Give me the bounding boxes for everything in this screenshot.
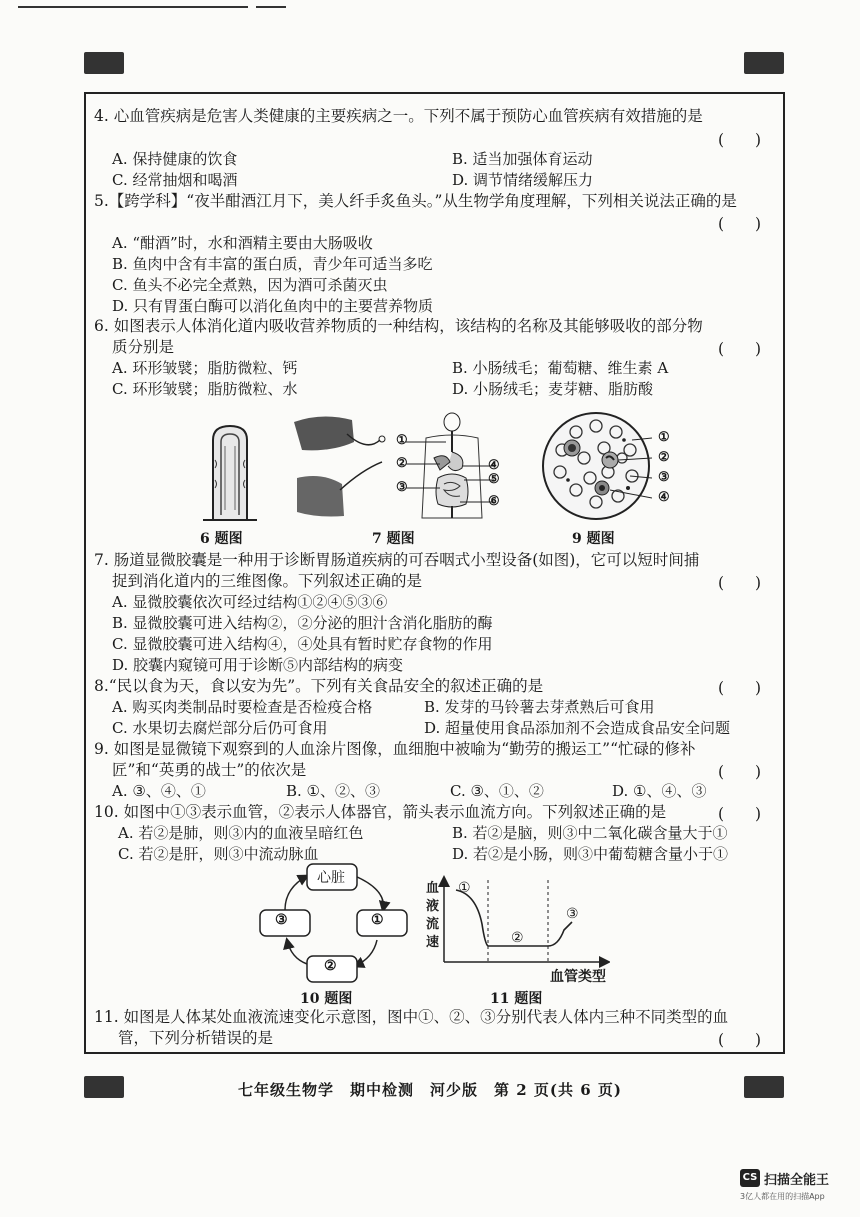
- q11-answer-blank: ( ): [718, 1031, 762, 1049]
- fig9-caption: 9 题图: [572, 531, 615, 547]
- q6-stem-line1: 6. 如图表示人体消化道内吸收营养物质的一种结构，该结构的名称及其能够吸收的部分物: [94, 317, 703, 335]
- q9-stem-line2: 匠”和“英勇的战士”的依次是: [112, 761, 307, 779]
- q6-option-a: A. 环形皱襞；脂肪微粒、钙: [112, 359, 298, 377]
- page-footer: 七年级生物学 期中检测 河少版 第 2 页(共 6 页): [238, 1081, 622, 1099]
- q5-stem: 5.【跨学科】“夜半酣酒江月下，美人纤手炙鱼头。”从生物学角度理解，下列相关说法正确的是: [94, 192, 737, 210]
- fig7-label-1: ①: [396, 433, 408, 448]
- q9-option-d: D. ①、④、③: [612, 782, 707, 800]
- blood-smear-figure: [540, 410, 652, 522]
- fig7-label-6: ⑥: [488, 494, 500, 509]
- q5-option-a: A. “酣酒”时，水和酒精主要由大肠吸收: [112, 234, 373, 252]
- q4-option-a: A. 保持健康的饮食: [112, 150, 238, 168]
- fig7-label-5: ⑤: [488, 472, 500, 487]
- q8-option-c: C. 水果切去腐烂部分后仍可食用: [112, 719, 328, 737]
- q7-option-d: D. 胶囊内窥镜可用于诊断⑤内部结构的病变: [112, 656, 404, 674]
- fig11-xlabel: 血管类型: [550, 969, 606, 985]
- q7-option-a: A. 显微胶囊依次可经过结构①②④⑤③⑥: [112, 593, 388, 611]
- top-rule: [18, 6, 248, 8]
- q8-option-d: D. 超量使用食品添加剂不会造成食品安全问题: [424, 719, 731, 737]
- scanner-tagline: 3亿人都在用的扫描App: [740, 1192, 825, 1201]
- scanner-logo: CS: [740, 1169, 760, 1187]
- q8-option-a: A. 购买肉类制品时要检查是否检疫合格: [112, 698, 373, 716]
- q7-option-b: B. 显微胶囊可进入结构②，②分泌的胆汁含消化脂肪的酶: [112, 614, 493, 632]
- q7-answer-blank: ( ): [718, 574, 762, 592]
- q10-option-d: D. 若②是小肠，则③中葡萄糖含量小于①: [452, 845, 729, 863]
- q10-option-c: C. 若②是肝，则③中流动脉血: [118, 845, 319, 863]
- q5-option-b: B. 鱼肉中含有丰富的蛋白质，青少年可适当多吃: [112, 255, 433, 273]
- fig10-label-2: ②: [324, 958, 337, 974]
- q6-option-b: B. 小肠绒毛；葡萄糖、维生素 A: [452, 359, 669, 377]
- fig11-label-2: ②: [511, 930, 524, 946]
- q10-option-a: A. 若②是肺，则③内的血液呈暗红色: [118, 824, 364, 842]
- fig10-heart-label: 心脏: [317, 870, 345, 886]
- q7-stem-line2: 捉到消化道内的三维图像。下列叙述正确的是: [112, 572, 423, 590]
- q7-option-c: C. 显微胶囊可进入结构④，④处具有暂时贮存食物的作用: [112, 635, 493, 653]
- fig10-label-3: ③: [275, 912, 288, 928]
- fig10-label-1: ①: [371, 912, 384, 928]
- fig9-label-3: ③: [658, 470, 670, 485]
- q6-stem-line2: 质分别是: [112, 338, 175, 356]
- q5-answer-blank: ( ): [718, 215, 762, 233]
- fig7-label-2: ②: [396, 456, 408, 471]
- q11-stem-line2: 管，下列分析错误的是: [118, 1029, 274, 1047]
- q6-option-d: D. 小肠绒毛；麦芽糖、脂肪酸: [452, 380, 654, 398]
- q9-option-b: B. ①、②、③: [286, 782, 381, 800]
- villus-figure: [195, 420, 265, 525]
- q10-answer-blank: ( ): [718, 805, 762, 823]
- q7-stem-line1: 7. 肠道显微胶囊是一种用于诊断胃肠道疾病的可吞咽式小型设备(如图)，它可以短时间捕: [94, 551, 700, 569]
- fig9-label-2: ②: [658, 450, 670, 465]
- fig6-caption: 6 题图: [200, 531, 243, 547]
- q4-answer-blank: ( ): [718, 131, 762, 149]
- fig11-caption: 11 题图: [490, 991, 543, 1007]
- fig9-label-1: ①: [658, 430, 670, 445]
- q4-stem: 4. 心血管疾病是危害人类健康的主要疾病之一。下列不属于预防心血管疾病有效措施的是: [94, 107, 703, 125]
- q9-answer-blank: ( ): [718, 763, 762, 781]
- fig7-label-3: ③: [396, 480, 408, 495]
- q4-option-c: C. 经常抽烟和喝酒: [112, 171, 238, 189]
- q8-option-b: B. 发芽的马铃薯去芽煮熟后可食用: [424, 698, 655, 716]
- top-rule: [256, 6, 286, 8]
- q9-stem-line1: 9. 如图是显微镜下观察到的人血涂片图像，血细胞中被喻为“勤劳的搬运工”“忙碌的修补: [94, 740, 696, 758]
- blood-flow-chart: [430, 874, 610, 974]
- registration-mark: [84, 52, 124, 74]
- q4-option-b: B. 适当加强体育运动: [452, 150, 593, 168]
- fig11-label-3: ③: [566, 906, 579, 922]
- q9-option-a: A. ③、④、①: [112, 782, 206, 800]
- fig7-label-4: ④: [488, 458, 500, 473]
- q9-option-c: C. ③、①、②: [450, 782, 544, 800]
- fig10-caption: 10 题图: [300, 991, 353, 1007]
- fig11-label-1: ①: [458, 880, 471, 896]
- fig9-label-4: ④: [658, 490, 670, 505]
- q5-option-d: D. 只有胃蛋白酶可以消化鱼肉中的主要营养物质: [112, 297, 434, 315]
- q6-option-c: C. 环形皱襞；脂肪微粒、水: [112, 380, 298, 398]
- q6-answer-blank: ( ): [718, 340, 762, 358]
- q8-answer-blank: ( ): [718, 679, 762, 697]
- registration-mark: [744, 52, 784, 74]
- q5-option-c: C. 鱼头不必完全煮熟，因为酒可杀菌灭虫: [112, 276, 388, 294]
- q4-option-d: D. 调节情绪缓解压力: [452, 171, 594, 189]
- scanner-name: 扫描全能王: [764, 1173, 830, 1188]
- fig7-caption: 7 题图: [372, 531, 415, 547]
- q10-option-b: B. 若②是脑，则③中二氧化碳含量大于①: [452, 824, 728, 842]
- q10-stem: 10. 如图中①③表示血管，②表示人体器官，箭头表示血流方向。下列叙述正确的是: [94, 803, 667, 821]
- q11-stem-line1: 11. 如图是人体某处血液流速变化示意图，图中①、②、③分别代表人体内三种不同类型的血: [94, 1008, 729, 1026]
- q8-stem: 8.“民以食为天，食以安为先”。下列有关食品安全的叙述正确的是: [94, 677, 544, 695]
- capsule-figure: [292, 412, 392, 522]
- fig11-ylabel: 血液流速: [426, 881, 440, 950]
